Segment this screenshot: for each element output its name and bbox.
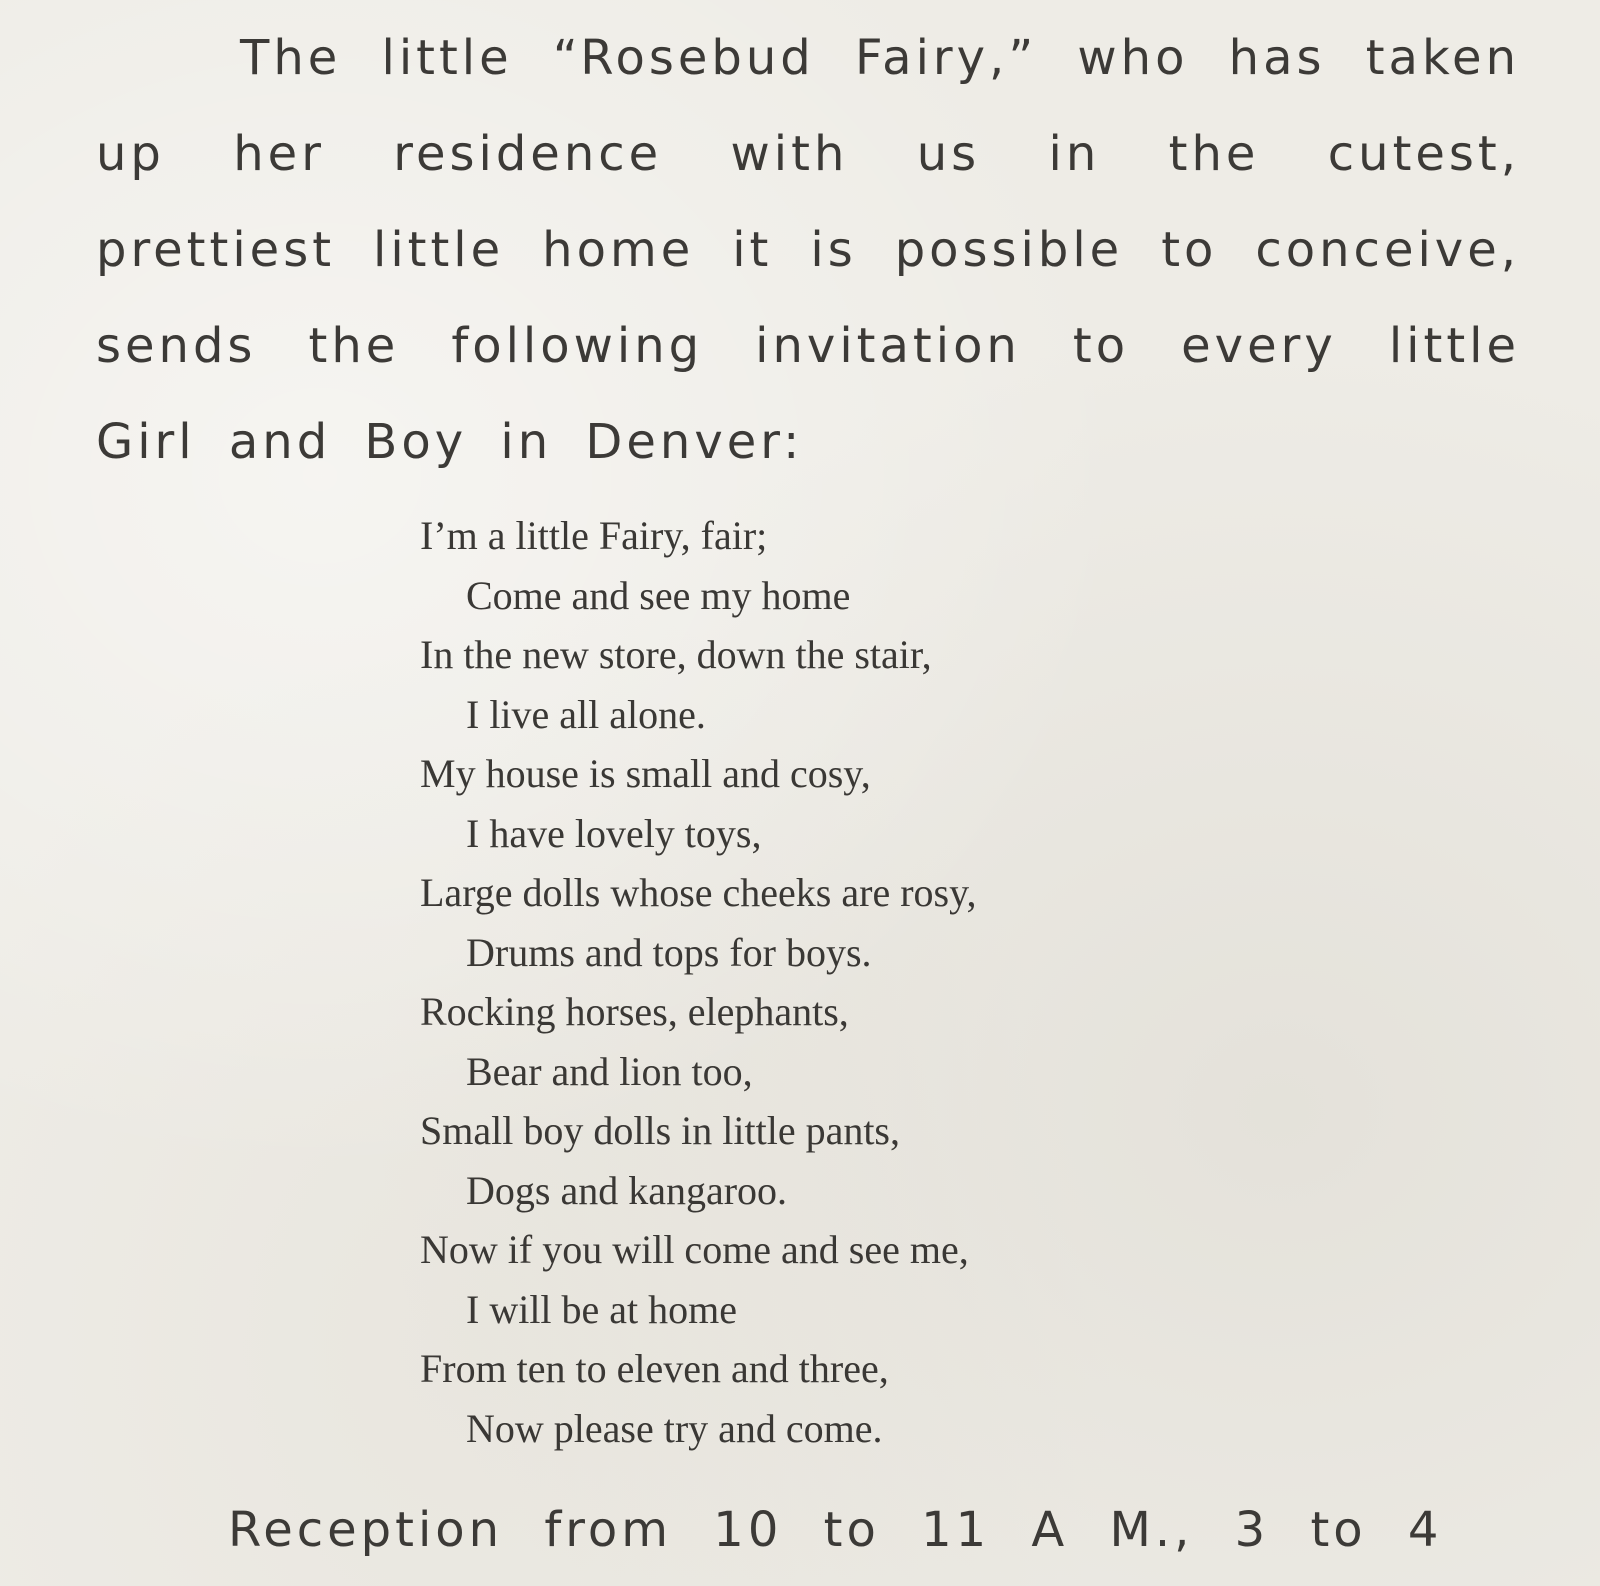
poem-line: From ten to eleven and three,	[420, 1346, 889, 1391]
poem-line: I will be at home	[466, 1286, 738, 1332]
intro-paragraph: The little “Rosebud Fairy,” who has taken up her residence with us in the cutest, prettiest little home it is possible to conceive, sends the following invitation to every little Girl and Boy in Denver:	[96, 30, 1520, 470]
poem-line: Come and see my home	[466, 572, 851, 618]
reception-hours: Reception from 10 to 11 A M., 3 to 4	[228, 1502, 1443, 1558]
poem-line: Rocking horses, elephants,	[420, 989, 849, 1034]
poem-line: In the new store, down the stair,	[420, 632, 932, 677]
poem-line: Now please try and come.	[466, 1405, 883, 1451]
poem-line: My house is small and cosy,	[420, 751, 871, 796]
poem	[420, 506, 1420, 1458]
poem-line: I have lovely toys,	[466, 810, 762, 856]
poem-line: Drums and tops for boys.	[466, 929, 872, 975]
poem-line: I’m a little Fairy, fair;	[420, 513, 768, 558]
poem-line: Now if you will come and see me,	[420, 1227, 969, 1272]
poem-line: Bear and lion too,	[466, 1048, 753, 1094]
poem-line: Large dolls whose cheeks are rosy,	[420, 870, 977, 915]
poem-line: Dogs and kangaroo.	[466, 1167, 788, 1213]
poem-line: Small boy dolls in little pants,	[420, 1108, 900, 1153]
poem-line: I live all alone.	[466, 691, 706, 737]
